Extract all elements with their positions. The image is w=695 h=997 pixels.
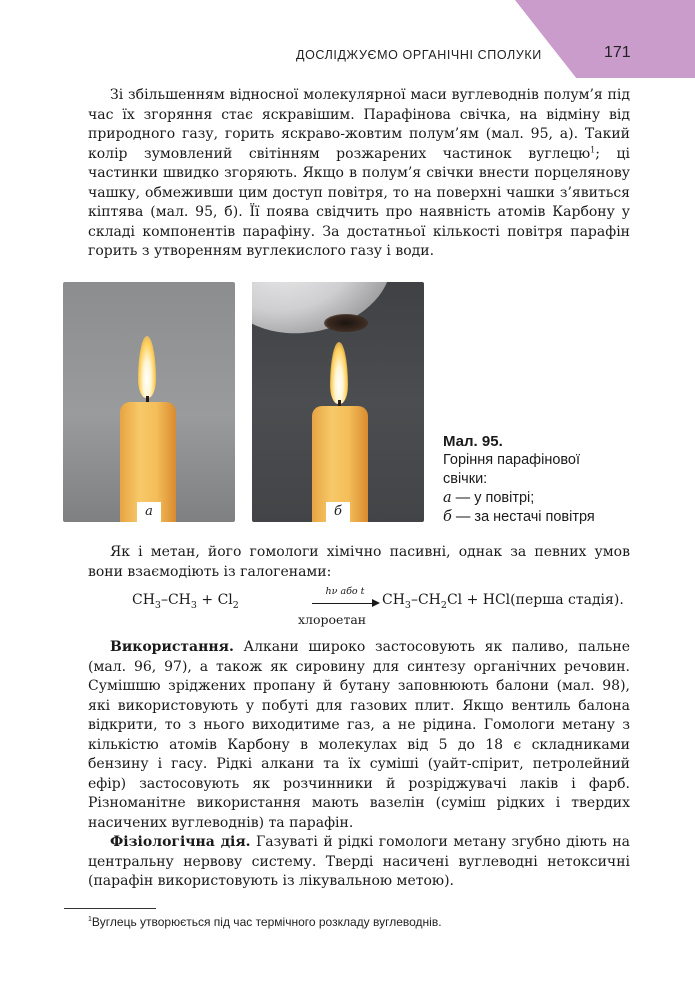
arrow-shaft [312,603,376,604]
footnote-mark: 1 [88,916,92,923]
paragraph-usage [88,638,630,833]
footnote [88,915,442,929]
reaction-arrow [310,586,380,612]
paragraph-text: Зі збільшенням відносної молекулярної маси вуглеводнів полум’я під час їх згоряння стає яскравішим. Парафінова свічка, на відміну від природного газу, горить яскраво-жовтим полум’ям (мал. 95, а). Такий колір зумовлений світінням розжарених частинок вуглецю [88,87,630,162]
paragraph-text: Алкани широко застосовують як паливо, пальне (мал. 96, 97), а також як сировину для синтезу органічних речовин. Сумішшю зріджених пропану й бутану заповнюють балони (мал. 98), які використовують у побуті для газових плит. Якщо вентиль балона відкрити, то з нього виходитиме газ, а не рідина. Гомологи метану з кількістю атомів Карбону в молекулах від 5 до 18 є складниками бензину і гасу. Рідкі алкани та їх суміші (уайт-спірит, петролейний ефір) застосовують як розчинники й розріджувачі лаків і фарб. Різноманітне використання мають вазелін (суміш рідких і твердих насичених вуглеводнів) та парафін. [88,639,630,831]
candle-flame [330,342,348,404]
caption-line: свічки: [443,471,488,487]
page-number: 171 [604,44,631,61]
candle-flame [138,336,156,398]
photo-label-b: б [326,502,350,522]
caption-text: — за нестачі повітря [451,509,595,525]
figure-number: Мал. 95. [443,433,503,450]
candle-photo-in-air [63,282,235,522]
footnote-divider [64,908,156,909]
corner-tab-decoration [515,0,695,78]
porcelain-cup [252,282,403,348]
paragraph-text: ; ці частинки швидко згоряють. Якщо в полум’я свічки внести порцелянову чашку, обмеживши цим доступ повітря, то на поверхні чашки з’явиться кіптява (мал. 95, б). Її поява свідчить про наявність атомів Карбону у складі компонентів парафіну. За достатньої кількості повітря парафін горить з утворенням вуглекислого газу і води. [88,145,630,259]
caption-text: — у повітрі; [451,490,535,506]
paragraph-physiology [88,833,630,892]
caption-letter: б [443,509,452,525]
equation-reactants: $CH_3-CH_3 + Cl_2$ [132,592,239,611]
equation-note: (перша стадія). [510,592,624,608]
chemical-equation [132,586,632,628]
caption-letter: а [443,490,452,506]
footnote-text: Вуглець утворюється під час термічного розкладу вуглеводнів. [91,915,442,929]
equation-products: $CH_3-CH_2Cl$ + HCl(перша стадія). [382,592,624,611]
caption-line: Горіння парафінової [443,452,581,468]
footnote-reference: 1 [590,144,596,154]
paragraph-combustion [88,86,630,262]
caption-item-a [443,489,643,508]
soot-spot [324,314,368,332]
product-name: хлороетан [298,612,367,627]
candle-photo-with-cup [252,282,424,522]
photo-label-a: а [137,502,161,522]
reaction-condition: hν або t [325,586,365,597]
paragraph-text: Як і метан, його гомологи хімічно пасивні, однак за певних умов вони взаємодіють із галогенами: [88,544,630,580]
caption-item-b [443,508,643,527]
paragraph-halogens [88,543,630,582]
arrow-head [372,599,380,607]
section-heading: Фізіологічна дія. [110,834,251,850]
figure-caption [443,432,643,527]
running-head: ДОСЛІДЖУЄМО ОРГАНІЧНІ СПОЛУКИ [296,48,542,62]
section-heading: Використання. [110,639,234,655]
paragraph-text: Газуваті й рідкі гомологи метану згубно діють на центральну нервову систему. Тверді насичені вуглеводні нетоксичні (парафін використовують із лікувальною метою). [88,834,630,889]
